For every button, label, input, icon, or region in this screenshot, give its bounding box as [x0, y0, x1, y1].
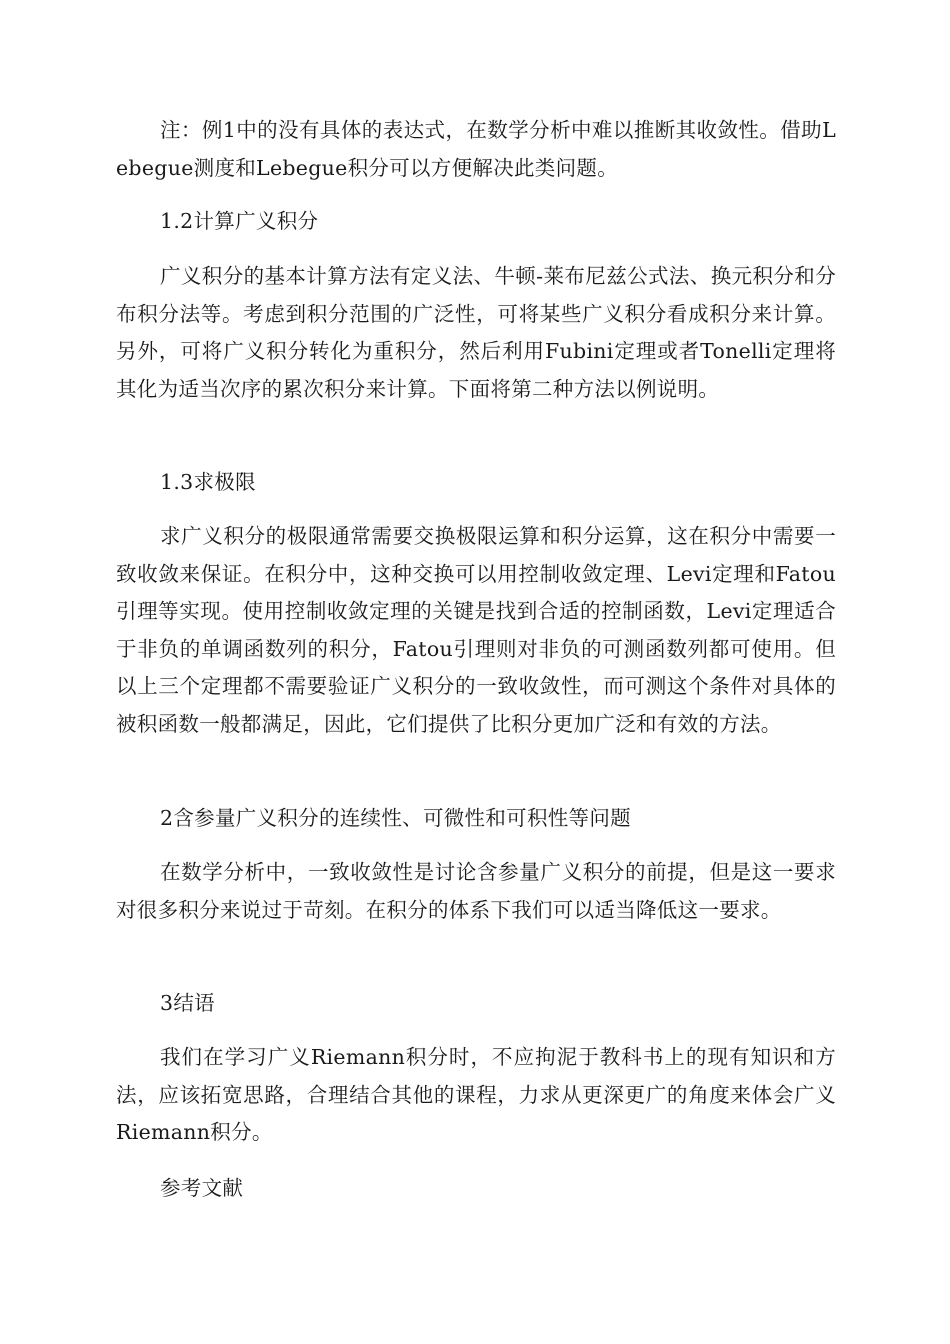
references-heading: 参考文献 [160, 1176, 244, 1200]
section-2-paragraph: 在数学分析中，一致收敛性是讨论含参量广义积分的前提，但是这一要求对很多积分来说过于苛刻。在积分的体系下我们可以适当降低这一要求。 [116, 860, 836, 922]
section-3-paragraph: 我们在学习广义Riemann积分时，不应拘泥于教科书上的现有知识和方法，应该拓宽思路，合理结合其他的课程，力求从更深更广的角度来体会广义Riemann积分。 [116, 1045, 836, 1144]
section-2-heading: 2含参量广义积分的连续性、可微性和可积性等问题 [160, 806, 631, 830]
note-paragraph: 注：例1中的没有具体的表达式，在数学分析中难以推断其收敛性。借助Lebegue测度和Lebegue积分可以方便解决此类问题。 [116, 118, 836, 180]
section-1-3-paragraph: 求广义积分的极限通常需要交换极限运算和积分运算，这在积分中需要一致收敛来保证。在积分中，这种交换可以用控制收敛定理、Levi定理和Fatou引理等实现。使用控制收敛定理的关键是找到合适的控制函数，Levi定理适合于非负的单调函数列的积分，Fatou引理则对非负的可测函数列都可使用。但以上三个定理都不需要验证广义积分的一致收敛性，而可测这个条件对具体的被积函数一般都满足，因此，它们提供了比积分更加广泛和有效的方法。 [116, 524, 836, 736]
section-1-2-paragraph: 广义积分的基本计算方法有定义法、牛顿-莱布尼兹公式法、换元积分和分布积分法等。考虑到积分范围的广泛性，可将某些广义积分看成积分来计算。另外，可将广义积分转化为重积分，然后利用Fubini定理或者Tonelli定理将其化为适当次序的累次积分来计算。下面将第二种方法以例说明。 [116, 264, 836, 401]
section-3-heading: 3结语 [160, 991, 215, 1015]
section-1-3-heading: 1.3求极限 [160, 470, 256, 494]
section-1-2-heading: 1.2计算广义积分 [160, 209, 319, 233]
